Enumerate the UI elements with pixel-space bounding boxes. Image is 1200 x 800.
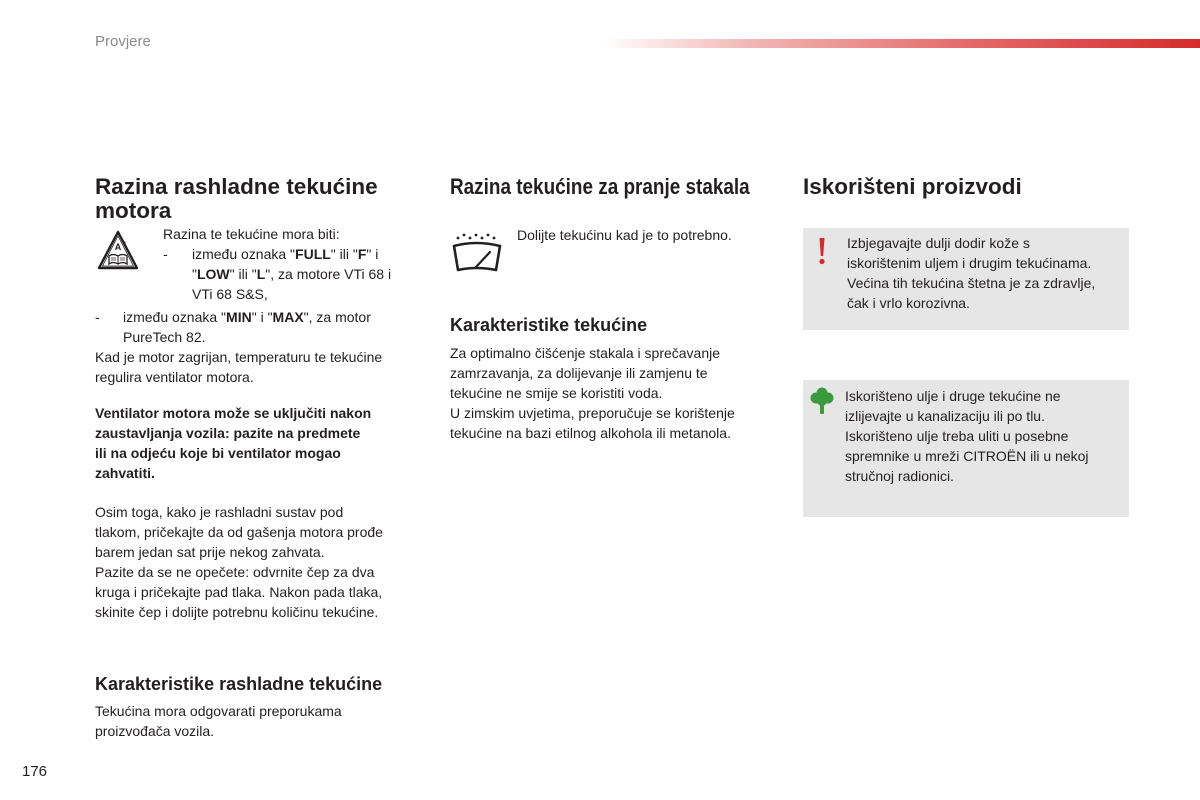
- list-item-min-max: između oznaka "MIN" i "MAX", za motor PureTech 82.: [123, 309, 371, 345]
- washer-intro: Dolijte tekućinu kad je to potrebno.: [517, 227, 732, 243]
- coolant-characteristics-title: Karakteristike rashladne tekućine: [95, 674, 383, 694]
- warning-read-manual-icon: [97, 230, 139, 270]
- health-warning-text: Izbjegavajte dulji dodir kože s iskorištenim uljem i drugim tekućinama. Većina tih tekućina štetna je za zdravlje, čak i vrlo korozivna.: [847, 235, 1096, 311]
- page-number: 176: [22, 763, 48, 780]
- fan-warning-paragraph: Ventilator motora može se uključiti nakon zaustavljanja vozila: pazite na predmete ili na odjeću koje bi ventilator mogao zahvatiti.: [95, 405, 372, 481]
- washer-characteristics-text: Za optimalno čišćenje stakala i sprečavanje zamrzavanja, za dolijevanje ili zamjenu te tekućine ne smije se koristiti voda. U zimskim uvjetima, preporučuje se korištenje tekućine na bazi etilnog alkohola ili metanola.: [450, 345, 735, 441]
- coolant-level-title: [95, 175, 425, 223]
- list-dash: -: [95, 309, 100, 325]
- exclamation-icon: [815, 236, 829, 266]
- fan-regulation-paragraph: Kad je motor zagrijan, temperaturu te tekućine regulira ventilator motora.: [95, 349, 383, 385]
- svg-text:!: !: [124, 242, 126, 248]
- pressure-paragraph: Osim toga, kako je rashladni sustav pod tlakom, pričekajte da od gašenja motora prođe barem jedan sat prije nekog zahvata. Pazite da se ne opečete: odvrnite čep za dva kruga i pričekajte pad tlaka. Nakon pada tlaka, skinite čep i dolijte potrebnu količinu tekućine.: [95, 504, 383, 620]
- washer-level-title: Razina tekućine za pranje stakala: [450, 174, 750, 199]
- washer-characteristics-title: Karakteristike tekućine: [450, 315, 648, 335]
- tree-environment-icon: [810, 386, 834, 416]
- coolant-level-title-line1: Razina rashladne tekućine: [95, 174, 378, 199]
- list-dash: -: [163, 246, 168, 262]
- coolant-level-title-line2: motora: [95, 198, 172, 223]
- coolant-intro: Razina te tekućine mora biti:: [163, 226, 340, 242]
- section-label: Provjere: [95, 33, 151, 50]
- header-accent-bar: [604, 39, 1200, 48]
- svg-text:A: A: [114, 242, 122, 252]
- coolant-characteristics-text: Tekućina mora odgovarati preporukama proizvođača vozila.: [95, 703, 342, 739]
- windscreen-washer-icon: [450, 232, 506, 276]
- list-item-full-low: između oznaka "FULL" ili "F" i "LOW" ili "L", za motore VTi 68 i VTi 68 S&S,: [192, 246, 392, 302]
- environment-text: Iskorišteno ulje i druge tekućine ne izlijevajte u kanalizaciju ili po tlu. Iskorišteno ulje treba uliti u posebne spremnike u mreži CITROËN ili u nekoj stručnoj radionici.: [845, 388, 1089, 484]
- used-products-title: Iskorišteni proizvodi: [803, 174, 1022, 199]
